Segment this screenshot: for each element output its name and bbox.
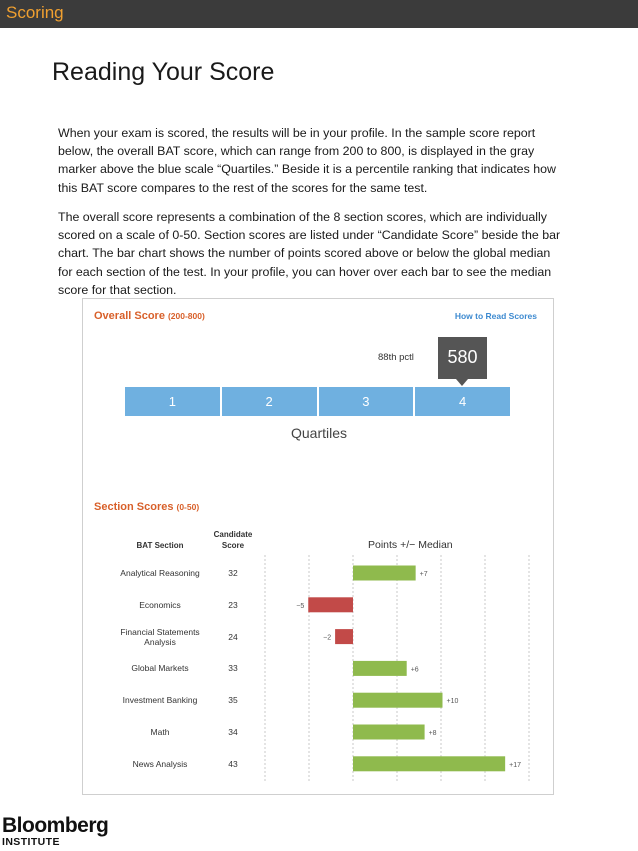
sample-score-report <box>82 298 554 795</box>
column-header-points: Points +/− Median <box>368 539 453 551</box>
section-scores-range: (0-50) <box>176 502 200 512</box>
logo-subtitle: INSTITUTE <box>2 836 60 848</box>
section-scores-title: Section Scores <box>94 501 174 513</box>
page-title: Reading Your Score <box>52 58 275 86</box>
candidate-score: 32 <box>228 568 238 578</box>
how-to-read-scores-link[interactable]: How to Read Scores <box>454 311 537 321</box>
section-bar[interactable] <box>353 725 425 740</box>
column-header-section: BAT Section <box>136 541 184 550</box>
section-bar[interactable] <box>353 566 416 581</box>
section-header-title: Scoring <box>6 3 64 22</box>
overall-score-title: Overall Score <box>94 310 165 322</box>
quartile-3: 3 <box>319 387 416 416</box>
bar-value-label: +10 <box>446 698 459 706</box>
bloomberg-institute-logo <box>2 815 108 848</box>
overall-score-range: (200-800) <box>167 311 205 321</box>
overall-score-paragraph: The overall score represents a combination of the 8 section scores, which are individually scored on a scale of 0-50. Section scores are listed under “Candidate Score” beside the bar chart. The bar chart shows the number of points scored above or below the global median for each section of the test. In your profile, you can hover over each bar to see the median score for that section. <box>58 210 561 297</box>
bar-value-label: −5 <box>296 602 305 610</box>
section-bar[interactable] <box>353 661 407 676</box>
section-label: Math <box>150 727 170 737</box>
section-bar[interactable] <box>353 756 505 771</box>
candidate-score: 43 <box>228 758 238 769</box>
section-label: News Analysis <box>132 758 188 769</box>
section-bar[interactable] <box>353 693 443 708</box>
section-label: Financial Statements Analysis <box>120 626 200 647</box>
section-bar[interactable] <box>308 597 353 612</box>
quartiles-label: Quartiles <box>290 425 348 441</box>
quartile-4: 4 <box>459 394 467 409</box>
score-marker: 580 <box>438 337 487 379</box>
candidate-header-line2: Score <box>221 541 245 550</box>
candidate-score: 34 <box>228 727 238 737</box>
percentile-rank: 88th pctl <box>378 352 414 363</box>
logo-wordmark: Bloomberg <box>2 814 109 837</box>
quartile-1: 1 <box>125 387 222 416</box>
top-bar <box>0 0 638 28</box>
section-label: Investment Banking <box>122 695 198 706</box>
bar-value-label: +6 <box>410 666 419 674</box>
section-label: Economics <box>139 599 181 610</box>
intro-paragraph: When your exam is scored, the results will be in your profile. In the sample score report below, the overall BAT score, which can range from 200 to 800, is displayed in the gray marker above the blue scale “Quartiles.” Beside it is a percentile ranking that indicates how this BAT score compares to the rest of the scores for the same test. <box>58 126 556 195</box>
candidate-score: 24 <box>228 631 238 642</box>
section-label: Global Markets <box>131 663 189 674</box>
bar-value-label: +17 <box>509 761 522 769</box>
candidate-score: 23 <box>228 599 238 610</box>
bar-value-label: −2 <box>323 634 332 642</box>
candidate-score: 35 <box>228 695 238 706</box>
bar-value-label: +8 <box>428 730 437 737</box>
section-bar[interactable] <box>335 629 353 644</box>
section-label: Analytical Reasoning <box>120 568 200 578</box>
quartile-2: 2 <box>222 387 319 416</box>
bar-value-label: +7 <box>419 571 428 578</box>
points-vs-median-chart <box>83 299 555 796</box>
candidate-score: 33 <box>228 663 238 674</box>
candidate-header-line1: Candidate <box>213 530 253 539</box>
